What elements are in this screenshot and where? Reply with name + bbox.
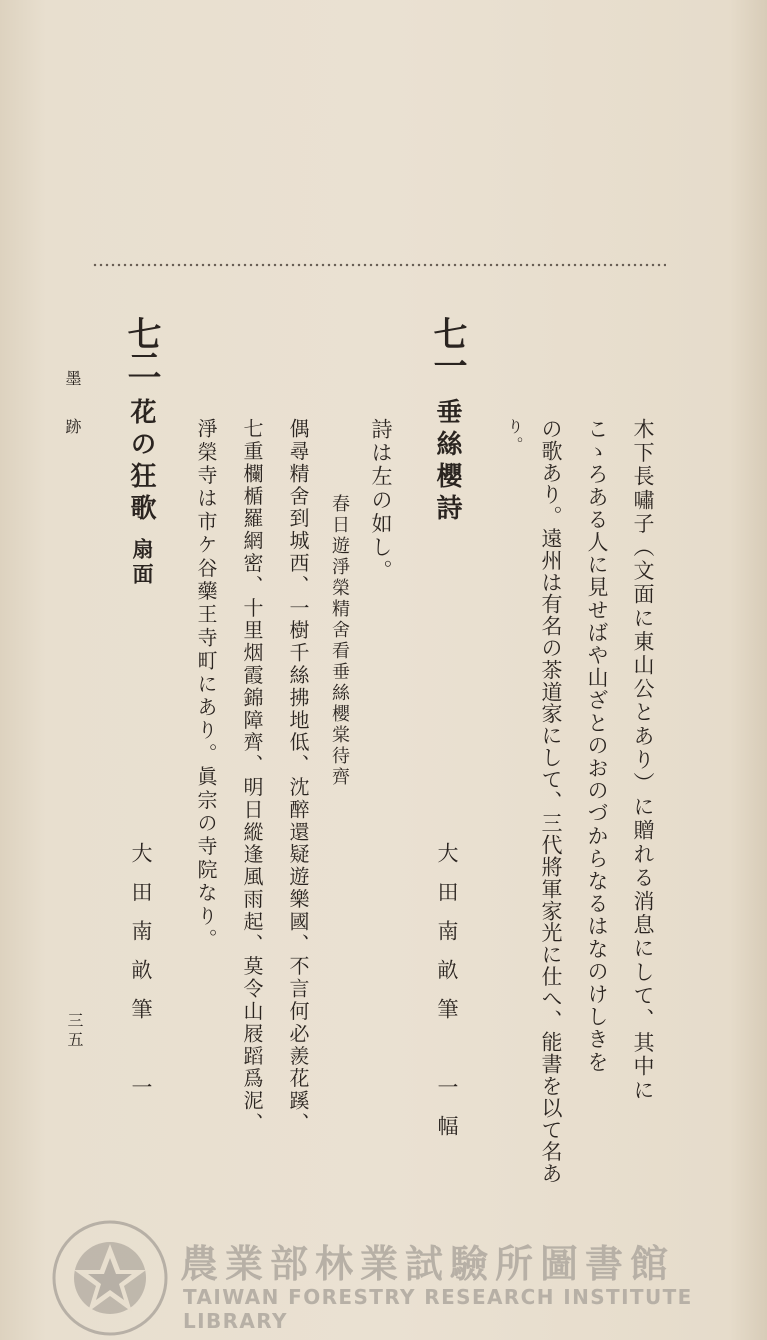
library-english-watermark: TAIWAN FORESTRY RESEARCH INSTITUTE LIBRARY (183, 1285, 693, 1333)
section-divider-rule (92, 262, 666, 268)
page-number: 三五 (65, 1012, 84, 1050)
entry-72-title: 花の狂歌 (126, 398, 156, 526)
entry-71-title: 垂絲櫻詩 (432, 398, 462, 526)
entry-71-number: 七一 (427, 316, 467, 380)
entry-71-author: 大田南畝筆 一幅 (435, 842, 459, 1154)
continuation-line-2: こゝろある人に見せばや山ざとのおのづからなるはなのけしきを (585, 418, 609, 1074)
library-name-watermark: 農業部林業試驗所圖書館 (180, 1242, 676, 1286)
entry-72-number: 七二 (121, 316, 161, 380)
poem-line-1: 偶尋精舍到城西、一樹千絲拂地低、沈醉還疑遊樂國、不言何必羨花蹊、 (286, 418, 310, 1135)
entry-72-subtitle: 扇面 (130, 538, 155, 588)
poem-note: 淨榮寺は市ケ谷藥王寺町にあり。眞宗の寺院なり。 (194, 418, 218, 952)
continuation-line-3: の歌あり。遠州は有名の茶道家にして、三代將軍家光に仕へ、能書を以て名あ (539, 418, 563, 1185)
continuation-line-4: り。 (505, 418, 524, 456)
library-logo-seal (48, 1218, 172, 1336)
continuation-line-1: 木下長嘯子（文面に東山公とあり）に贈れる消息にして、其中に (631, 418, 655, 1103)
entry-71-intro: 詩は左の如し。 (369, 418, 393, 584)
poem-line-2: 七重欄楯羅網密、十里烟霞錦障齊、明日縱逢風雨起、莫令山屐蹈爲泥、 (240, 418, 264, 1135)
entry-72-author: 大田南畝筆 一 (129, 842, 153, 1115)
poem-title: 春日遊淨榮精舍看垂絲櫻棠待齊 (329, 494, 350, 788)
running-head: 墨 跡 (63, 370, 82, 442)
